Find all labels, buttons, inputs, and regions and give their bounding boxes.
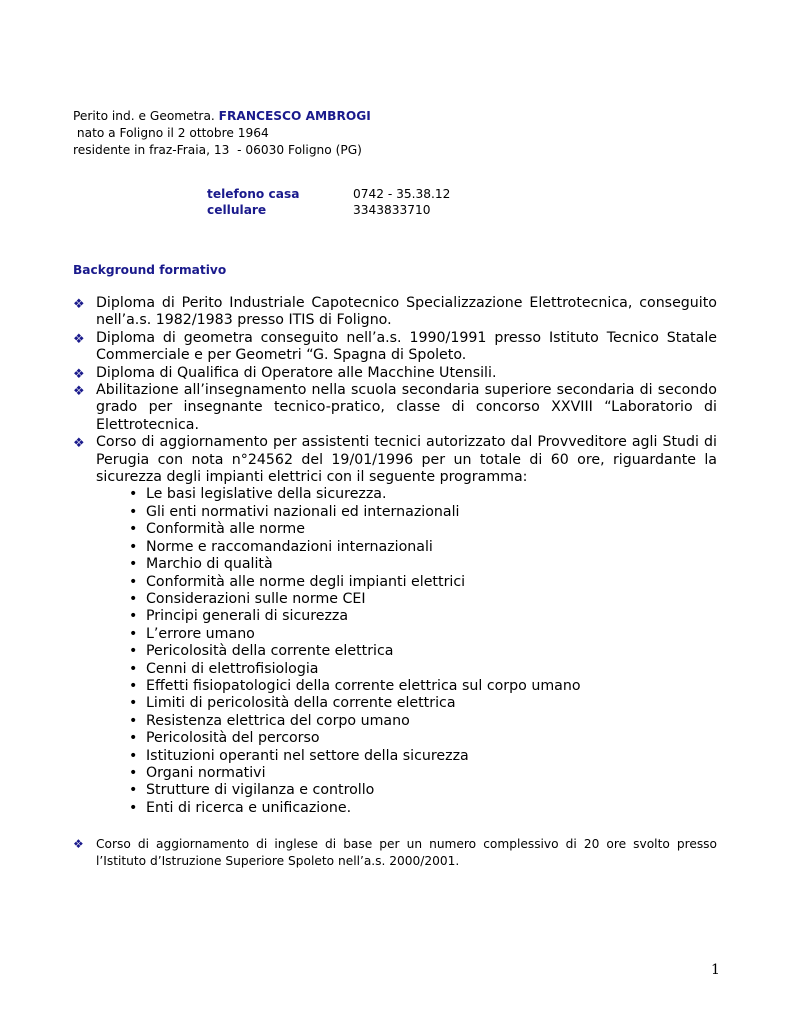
- program-list: [96, 486, 717, 817]
- program-item: [96, 504, 717, 521]
- program-item-text: Organi normativi: [146, 764, 266, 781]
- round-bullet-icon: •: [129, 764, 138, 781]
- list-item-text: Corso di aggiornamento per assistenti tecnici autorizzato dal Provveditore agli Studi di Perugia con nota n°24562 del 19/01/1996 per un totale di 60 ore, riguardante la sicurezza degli impianti elettrici con il seguente programma:: [96, 434, 717, 486]
- diamond-bullet-icon: ❖: [73, 436, 85, 452]
- diamond-bullet-icon: ❖: [73, 384, 85, 400]
- contact-value: 0742 - 35.38.12: [353, 187, 451, 201]
- program-item-text: Pericolosità del percorso: [146, 730, 320, 747]
- list-item-text: Diploma di Qualifica di Operatore alle Macchine Utensili.: [96, 364, 497, 381]
- program-item: [96, 591, 717, 608]
- program-item: [96, 730, 717, 747]
- list-item: [73, 365, 717, 382]
- program-item-text: Strutture di vigilanza e controllo: [146, 782, 375, 799]
- round-bullet-icon: •: [129, 782, 138, 799]
- round-bullet-icon: •: [129, 660, 138, 677]
- contact-value: 3343833710: [353, 203, 431, 217]
- round-bullet-icon: •: [129, 521, 138, 538]
- program-item: [96, 486, 717, 503]
- round-bullet-icon: •: [129, 695, 138, 712]
- diamond-bullet-icon: ❖: [73, 837, 84, 851]
- round-bullet-icon: •: [129, 590, 138, 607]
- round-bullet-icon: •: [129, 712, 138, 729]
- list-item-text: Diploma di Perito Industriale Capotecnico Specializzazione Elettrotecnica, conseguito nell’a.s. 1982/1983 presso ITIS di Foligno.: [96, 295, 717, 329]
- round-bullet-icon: •: [129, 799, 138, 816]
- list-item-text: Diploma di geometra conseguito nell’a.s. 1990/1991 presso Istituto Tecnico Statale Commerciale e per Geometri “G. Spagna di Spoleto.: [96, 329, 717, 364]
- program-item-text: Pericolosità della corrente elettrica: [146, 643, 394, 660]
- program-item-text: Gli enti normativi nazionali ed internazionali: [146, 503, 460, 520]
- birth-info: nato a Foligno il 2 ottobre 1964: [73, 126, 269, 140]
- title-prefix: Perito ind. e Geometra.: [73, 109, 219, 123]
- address: residente in fraz-Fraia, 13 - 06030 Foligno (PG): [73, 143, 362, 157]
- program-item: [96, 643, 717, 660]
- program-item: [96, 608, 717, 625]
- program-item: [96, 521, 717, 538]
- program-item: [96, 539, 717, 556]
- program-item: [96, 574, 717, 591]
- contacts-table: [207, 186, 450, 218]
- diamond-bullet-icon: ❖: [73, 331, 85, 347]
- round-bullet-icon: •: [129, 643, 138, 660]
- diamond-bullet-icon: ❖: [73, 297, 85, 312]
- header-line-1: [73, 108, 371, 125]
- contact-row: [207, 186, 450, 202]
- program-item-text: Norme e raccomandazioni internazionali: [146, 538, 433, 555]
- program-item: [96, 748, 717, 765]
- program-item: [96, 782, 717, 799]
- round-bullet-icon: •: [129, 625, 138, 642]
- round-bullet-icon: •: [129, 747, 138, 764]
- program-item-text: Istituzioni operanti nel settore della sicurezza: [146, 747, 469, 764]
- program-item: [96, 713, 717, 730]
- list-item: [73, 295, 717, 330]
- contact-label: telefono casa: [207, 187, 300, 201]
- list-item: [73, 382, 717, 434]
- contact-row: [207, 202, 450, 218]
- program-item-text: Cenni di elettrofisiologia: [146, 660, 319, 677]
- round-bullet-icon: •: [129, 730, 138, 747]
- round-bullet-icon: •: [129, 573, 138, 590]
- program-item: [96, 765, 717, 782]
- program-item-text: Effetti fisiopatologici della corrente elettrica sul corpo umano: [146, 677, 581, 694]
- program-item-text: Principi generali di sicurezza: [146, 608, 349, 625]
- program-item: [96, 661, 717, 678]
- program-item-text: Considerazioni sulle norme CEI: [146, 590, 366, 607]
- round-bullet-icon: •: [129, 538, 138, 555]
- program-item-text: Resistenza elettrica del corpo umano: [146, 712, 410, 729]
- program-item-text: L’errore umano: [146, 625, 255, 642]
- round-bullet-icon: •: [129, 486, 138, 503]
- program-item: [96, 695, 717, 712]
- program-item: [96, 678, 717, 695]
- list-item: [73, 434, 717, 817]
- program-item-text: Conformità alle norme: [146, 521, 305, 538]
- education-list: [73, 295, 717, 817]
- personal-header: [73, 108, 371, 159]
- round-bullet-icon: •: [129, 503, 138, 520]
- program-item: [96, 626, 717, 643]
- program-item: [96, 556, 717, 573]
- program-item-text: Limiti di pericolosità della corrente elettrica: [146, 695, 456, 712]
- person-name: FRANCESCO AMBROGI: [218, 109, 371, 123]
- list-item: [73, 330, 717, 365]
- section-title: Background formativo: [73, 263, 227, 277]
- program-item-text: Le basi legislative della sicurezza.: [146, 486, 387, 503]
- diamond-bullet-icon: ❖: [73, 366, 85, 382]
- page-number: 1: [711, 962, 720, 978]
- program-item-text: Conformità alle norme degli impianti elettrici: [146, 573, 466, 590]
- contact-label: cellulare: [207, 203, 267, 217]
- round-bullet-icon: •: [129, 608, 138, 625]
- list-item: [73, 836, 717, 870]
- program-item-text: Enti di ricerca e unificazione.: [146, 799, 352, 816]
- program-item-text: Marchio di qualità: [146, 556, 273, 573]
- round-bullet-icon: •: [129, 556, 138, 573]
- round-bullet-icon: •: [129, 677, 138, 694]
- list-item-text: Corso di aggiornamento di inglese di base per un numero complessivo di 20 ore svolto presso l’Istituto d’Istruzione Superiore Spoleto nell’a.s. 2000/2001.: [96, 837, 717, 868]
- program-item: [96, 800, 717, 817]
- list-item-text: Abilitazione all’insegnamento nella scuola secondaria superiore secondaria di secondo grado per insegnante tecnico-pratico, classe di concorso XXVIII “Laboratorio di Elettrotecnica.: [96, 382, 717, 433]
